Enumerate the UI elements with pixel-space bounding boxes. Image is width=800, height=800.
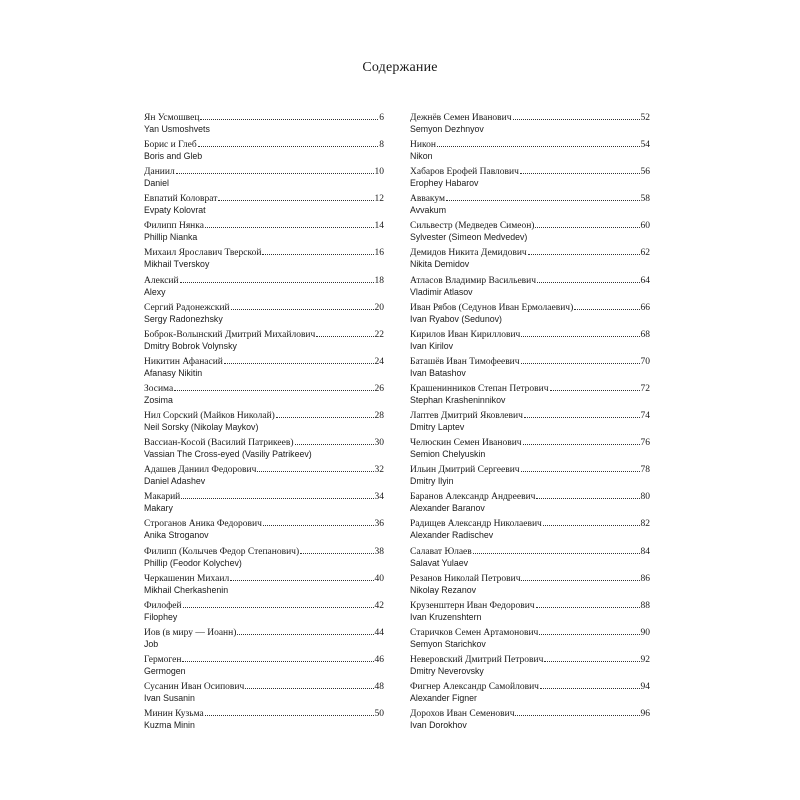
toc-entry bbox=[410, 465, 650, 492]
toc-entry bbox=[144, 709, 384, 736]
toc-entry-line bbox=[144, 492, 384, 503]
toc-entry-title-ru: Фигнер Александр Самойлович bbox=[410, 681, 539, 692]
toc-entry-title-en: Evpaty Kolovrat bbox=[144, 205, 206, 216]
dot-leader bbox=[520, 173, 640, 174]
toc-entry-title-en: Semyon Dezhnyov bbox=[410, 124, 484, 134]
dot-leader bbox=[237, 634, 373, 635]
toc-entry-title-ru: Иван Рябов (Седунов Иван Ермолаевич) bbox=[410, 302, 574, 313]
toc-entry bbox=[144, 547, 384, 574]
toc-entry-title-ru: Ильин Дмитрий Сергеевич bbox=[410, 465, 520, 476]
dot-leader bbox=[513, 119, 640, 120]
toc-entry-line bbox=[410, 438, 650, 449]
toc-entry-line bbox=[410, 655, 650, 666]
toc-page-number: 56 bbox=[640, 167, 650, 178]
toc-entry-title-en: Daniel bbox=[144, 178, 169, 189]
toc-entry-line bbox=[144, 357, 384, 368]
toc-page-number: 66 bbox=[640, 302, 650, 313]
toc-entry bbox=[410, 682, 650, 709]
toc-entry-title-ru: Неверовский Дмитрий Петрович bbox=[410, 654, 544, 665]
toc-entry bbox=[144, 330, 384, 357]
toc-page-number: 12 bbox=[374, 194, 384, 205]
toc-entry-title-en: Mikhail Tverskoy bbox=[144, 259, 210, 270]
dot-leader bbox=[536, 607, 640, 608]
toc-entry-line bbox=[144, 601, 384, 612]
toc-entry-title-ru: Михаил Ярославич Тверской bbox=[144, 248, 262, 259]
dot-leader bbox=[316, 336, 373, 337]
toc-entry bbox=[410, 330, 650, 357]
toc-entry-title-ru: Резанов Николай Петрович bbox=[410, 573, 521, 584]
toc-entry-line bbox=[144, 547, 384, 558]
dot-leader bbox=[536, 498, 639, 499]
toc-entry-title-ru: Минин Кузьма bbox=[144, 709, 204, 720]
toc-entry-line bbox=[144, 113, 384, 124]
toc-page-number: 70 bbox=[640, 356, 650, 367]
dot-leader bbox=[523, 444, 640, 445]
toc-entry-title-ru: Черкашенин Михаил bbox=[144, 573, 230, 584]
toc-entry-line bbox=[144, 140, 384, 151]
toc-page-number: 44 bbox=[374, 627, 384, 638]
toc-entry bbox=[144, 682, 384, 709]
toc-page-number: 22 bbox=[374, 329, 384, 340]
toc-entry bbox=[410, 438, 650, 465]
toc-entry-title-en: Nikon bbox=[410, 151, 433, 162]
toc-entry-title-en: Filophey bbox=[144, 611, 178, 622]
toc-entry-line bbox=[410, 330, 650, 341]
toc-entry bbox=[410, 384, 650, 411]
toc-entry bbox=[410, 628, 650, 655]
toc-page-number: 72 bbox=[640, 383, 650, 394]
toc-entry-title-ru: Челюскин Семен Иванович bbox=[410, 438, 522, 449]
toc-entry-title-en: Dmitry Laptev bbox=[410, 422, 465, 433]
toc-entry-title-en: Alexander Figner bbox=[410, 692, 477, 703]
toc-entry-line bbox=[410, 384, 650, 395]
toc-entry-line bbox=[410, 628, 650, 639]
dot-leader bbox=[205, 715, 374, 716]
toc-entry-line bbox=[410, 574, 650, 585]
toc-entry bbox=[410, 248, 650, 275]
toc-entry-line bbox=[144, 574, 384, 585]
toc-page-number: 14 bbox=[374, 221, 384, 232]
dot-leader bbox=[263, 525, 374, 526]
toc-page-number: 84 bbox=[640, 546, 650, 557]
toc-entry bbox=[410, 574, 650, 601]
toc-entry-title-ru: Адашев Даниил Федорович bbox=[144, 465, 257, 476]
toc-entry-title-en: Stephan Krasheninnikov bbox=[410, 394, 506, 405]
toc-entry-title-ru: Филипп Нянка bbox=[144, 221, 204, 232]
toc-page-number: 68 bbox=[640, 329, 650, 340]
toc-entry-line bbox=[410, 113, 650, 124]
toc-entry-line bbox=[410, 601, 650, 612]
dot-leader bbox=[262, 254, 373, 255]
toc-entry-line bbox=[410, 682, 650, 693]
toc-entry-title-ru: Филофей bbox=[144, 600, 182, 611]
toc-page-number: 32 bbox=[374, 465, 384, 476]
toc-entry-title-en: Job bbox=[144, 638, 159, 649]
toc-page-number: 6 bbox=[379, 113, 384, 123]
toc-entry-line bbox=[410, 303, 650, 314]
toc-page-number: 80 bbox=[640, 492, 650, 503]
dot-leader bbox=[276, 417, 374, 418]
toc-page-number: 42 bbox=[374, 600, 384, 611]
toc-entry bbox=[144, 384, 384, 411]
toc-entry-title-en: Ivan Kirilov bbox=[410, 340, 454, 351]
toc-entry-title-en: Ivan Batashov bbox=[410, 367, 466, 378]
toc-entry-title-ru: Евпатий Коловрат bbox=[144, 194, 218, 205]
dot-leader bbox=[200, 119, 378, 120]
toc-entry bbox=[410, 357, 650, 384]
toc-entry-title-en: Afanasy Nikitin bbox=[144, 367, 203, 378]
toc-entry-line bbox=[410, 465, 650, 476]
toc-entry-title-en: Dmitry Ilyin bbox=[410, 476, 454, 487]
toc-entry bbox=[144, 303, 384, 330]
toc-entry-title-ru: Вассиан-Косой (Василий Патрикеев) bbox=[144, 438, 294, 449]
dot-leader bbox=[521, 580, 639, 581]
toc-page-number: 16 bbox=[374, 248, 384, 259]
dot-leader bbox=[198, 146, 379, 147]
toc-entry-title-ru: Макарий bbox=[144, 492, 181, 503]
toc-entry-title-en: Vassian The Cross-eyed (Vasiliy Patrikeev) bbox=[144, 449, 312, 460]
toc-entry-title-en: Semyon Starichkov bbox=[410, 638, 486, 649]
toc-page-number: 50 bbox=[374, 709, 384, 720]
toc-entry-line bbox=[144, 384, 384, 395]
toc-left-column bbox=[144, 113, 384, 736]
dot-leader bbox=[182, 661, 373, 662]
toc-entry bbox=[410, 655, 650, 682]
toc-entry-title-en: Daniel Adashev bbox=[144, 476, 206, 487]
toc-entry-title-ru: Аввакум bbox=[410, 194, 446, 205]
toc-entry bbox=[410, 276, 650, 303]
toc-entry-line bbox=[410, 492, 650, 503]
toc-entry bbox=[144, 276, 384, 303]
toc-entry-title-en: Semion Chelyuskin bbox=[410, 449, 486, 460]
toc-entry-title-ru: Атласов Владимир Васильевич bbox=[410, 275, 537, 286]
toc-entry-title-en: Yan Usmoshvets bbox=[144, 124, 210, 134]
toc-entry-line bbox=[410, 276, 650, 287]
page-title: Содержание bbox=[362, 60, 438, 75]
toc-entry-title-ru: Никон bbox=[410, 140, 436, 151]
toc-page-number: 28 bbox=[374, 411, 384, 422]
toc-page-number: 10 bbox=[374, 167, 384, 178]
toc-entry-title-ru: Никитин Афанасий bbox=[144, 356, 223, 367]
toc-page-number: 46 bbox=[374, 654, 384, 665]
toc-entry bbox=[144, 357, 384, 384]
toc-entry-title-ru: Зосима bbox=[144, 383, 174, 394]
dot-leader bbox=[544, 661, 639, 662]
toc-entry-title-ru: Борис и Глеб bbox=[144, 140, 197, 151]
dot-leader bbox=[245, 688, 373, 689]
dot-leader bbox=[574, 309, 639, 310]
toc-entry bbox=[410, 519, 650, 546]
toc-entry-title-ru: Гермоген bbox=[144, 654, 182, 665]
dot-leader bbox=[295, 444, 374, 445]
toc-entry-title-en: Alexander Radischev bbox=[410, 530, 494, 541]
toc-entry-title-en: Zosima bbox=[144, 394, 173, 405]
toc-entry bbox=[410, 194, 650, 221]
dot-leader bbox=[535, 227, 639, 228]
toc-page-number: 76 bbox=[640, 438, 650, 449]
toc-entry-title-ru: Баташёв Иван Тимофеевич bbox=[410, 356, 520, 367]
toc-page-number: 58 bbox=[640, 194, 650, 205]
toc-entry-title-ru: Лаптев Дмитрий Яковлевич bbox=[410, 411, 523, 422]
toc-entry-title-ru: Боброк-Волынский Дмитрий Михайлович bbox=[144, 329, 316, 340]
toc-page-number: 8 bbox=[379, 140, 384, 151]
toc-entry-title-en: Nikita Demidov bbox=[410, 259, 470, 270]
toc-entry-title-en: Phillip Nianka bbox=[144, 232, 198, 243]
toc-page-number: 94 bbox=[640, 681, 650, 692]
toc-page-number: 74 bbox=[640, 411, 650, 422]
toc-entry-title-en: Phillip (Feodor Kolychev) bbox=[144, 557, 242, 568]
toc-entry-title-en: Alexy bbox=[144, 286, 166, 297]
toc-entry bbox=[410, 167, 650, 194]
toc-entry-title-en: Sergy Radonezhsky bbox=[144, 313, 223, 324]
toc-entry-title-ru: Баранов Александр Андреевич bbox=[410, 492, 536, 503]
dot-leader bbox=[205, 227, 374, 228]
toc-page-number: 20 bbox=[374, 302, 384, 313]
toc-entry-title-en: Erophey Habarov bbox=[410, 178, 479, 189]
toc-entry-title-en: Ivan Susanin bbox=[144, 692, 195, 703]
dot-leader bbox=[515, 715, 639, 716]
toc-page-number: 36 bbox=[374, 519, 384, 530]
dot-leader bbox=[550, 390, 640, 391]
toc-entry-title-en: Dmitry Neverovsky bbox=[410, 665, 484, 676]
toc-entry-line bbox=[144, 330, 384, 341]
dot-leader bbox=[181, 498, 373, 499]
dot-leader bbox=[446, 200, 639, 201]
toc-page-number: 86 bbox=[640, 573, 650, 584]
toc-entry-line bbox=[144, 276, 384, 287]
toc-page-number: 96 bbox=[640, 709, 650, 720]
toc-entry-title-ru: Крузенштерн Иван Федорович bbox=[410, 600, 535, 611]
toc-page-number: 48 bbox=[374, 681, 384, 692]
toc-entry bbox=[410, 411, 650, 438]
toc-entry-title-ru: Старичков Семен Артамонович bbox=[410, 627, 539, 638]
toc-entry bbox=[144, 438, 384, 465]
toc-entry-title-en: Nikolay Rezanov bbox=[410, 584, 477, 595]
toc-entry bbox=[144, 628, 384, 655]
dot-leader bbox=[524, 417, 640, 418]
toc-entry-title-en: Alexander Baranov bbox=[410, 503, 485, 514]
toc-page-number: 52 bbox=[640, 113, 650, 123]
toc-entry-line bbox=[144, 465, 384, 476]
toc-entry bbox=[144, 221, 384, 248]
dot-leader bbox=[521, 471, 640, 472]
toc-entry-line bbox=[410, 194, 650, 205]
toc-entry-line bbox=[144, 628, 384, 639]
toc-entry bbox=[410, 709, 650, 736]
toc-entry-title-ru: Сусанин Иван Осипович bbox=[144, 681, 245, 692]
toc-entry-title-ru: Сильвестр (Медведев Симеон) bbox=[410, 221, 535, 232]
toc-page-number: 62 bbox=[640, 248, 650, 259]
toc-entry-line bbox=[144, 194, 384, 205]
toc-entry-line bbox=[410, 167, 650, 178]
toc-entry bbox=[144, 519, 384, 546]
toc-entry bbox=[144, 248, 384, 275]
dot-leader bbox=[174, 390, 373, 391]
toc-entry-line bbox=[144, 167, 384, 178]
toc-page-number: 60 bbox=[640, 221, 650, 232]
toc-page-number: 30 bbox=[374, 438, 384, 449]
toc-entry-title-ru: Хабаров Ерофей Павлович bbox=[410, 167, 519, 178]
toc-entry-title-ru: Нил Сорский (Майков Николай) bbox=[144, 411, 275, 422]
toc-entry-line bbox=[410, 547, 650, 558]
toc-entry-line bbox=[410, 411, 650, 422]
toc-page-number: 54 bbox=[640, 140, 650, 151]
toc-entry-title-en: Makary bbox=[144, 503, 173, 514]
toc-entry-title-en: Boris and Gleb bbox=[144, 151, 203, 162]
toc-entry bbox=[410, 221, 650, 248]
toc-entry-title-en: Avvakum bbox=[410, 205, 447, 216]
toc-entry-title-ru: Салават Юлаев bbox=[410, 546, 472, 557]
toc-entry-title-ru: Дежнёв Семен Иванович bbox=[410, 113, 512, 123]
toc-entry bbox=[144, 411, 384, 438]
dot-leader bbox=[224, 363, 374, 364]
dot-leader bbox=[528, 254, 640, 255]
toc-entry-title-en: Ivan Dorokhov bbox=[410, 720, 467, 731]
toc-entry-title-en: Vladimir Atlasov bbox=[410, 286, 473, 297]
toc-entry-title-ru: Ян Усмошвец bbox=[144, 113, 200, 123]
toc-entry bbox=[410, 113, 650, 140]
toc-entry bbox=[144, 655, 384, 682]
toc-page-number: 82 bbox=[640, 519, 650, 530]
toc-entry-title-en: Germogen bbox=[144, 665, 186, 676]
dot-leader bbox=[521, 363, 640, 364]
dot-leader bbox=[540, 688, 640, 689]
toc-entry-title-ru: Алексий bbox=[144, 275, 179, 286]
dot-leader bbox=[183, 607, 374, 608]
toc-entry-line bbox=[410, 357, 650, 368]
dot-leader bbox=[231, 309, 374, 310]
dot-leader bbox=[539, 634, 639, 635]
toc-entry-line bbox=[144, 411, 384, 422]
toc-page-number: 24 bbox=[374, 356, 384, 367]
toc-entry bbox=[144, 574, 384, 601]
toc-entry-title-en: Dmitry Bobrok Volynsky bbox=[144, 340, 237, 351]
toc-entry-line bbox=[144, 655, 384, 666]
toc-page-number: 64 bbox=[640, 275, 650, 286]
toc-entry-title-en: Ivan Kruzenshtern bbox=[410, 611, 482, 622]
toc-entry-line bbox=[144, 221, 384, 232]
toc-page-number: 34 bbox=[374, 492, 384, 503]
toc-entry bbox=[410, 492, 650, 519]
toc-entry-line bbox=[410, 248, 650, 259]
toc-entry-title-ru: Демидов Никита Демидович bbox=[410, 248, 527, 259]
toc-entry bbox=[410, 601, 650, 628]
toc-entry-title-ru: Строганов Аника Федорович bbox=[144, 519, 262, 530]
dot-leader bbox=[473, 553, 640, 554]
toc-entry-title-ru: Сергий Радонежский bbox=[144, 302, 230, 313]
toc-entry-line bbox=[410, 140, 650, 151]
toc-entry bbox=[410, 140, 650, 167]
toc-page-number: 38 bbox=[374, 546, 384, 557]
toc-entry-line bbox=[144, 709, 384, 720]
toc-entry-line bbox=[144, 303, 384, 314]
toc-page-number: 78 bbox=[640, 465, 650, 476]
toc-entry-title-en: Salavat Yulaev bbox=[410, 557, 469, 568]
toc-entry-title-ru: Радищев Александр Николаевич bbox=[410, 519, 542, 530]
toc-page-number: 18 bbox=[374, 275, 384, 286]
toc-entry-title-ru: Даниил bbox=[144, 167, 175, 178]
toc-entry-title-en: Ivan Ryabov (Sedunov) bbox=[410, 313, 502, 324]
dot-leader bbox=[218, 200, 373, 201]
dot-leader bbox=[180, 282, 374, 283]
toc-entry-title-ru: Дорохов Иван Семенович bbox=[410, 709, 515, 720]
toc-entry bbox=[144, 140, 384, 167]
toc-page-number: 92 bbox=[640, 654, 650, 665]
dot-leader bbox=[437, 146, 640, 147]
toc-entry-title-en: Kuzma Minin bbox=[144, 720, 195, 731]
toc-entry-title-ru: Филипп (Колычев Федор Степанович) bbox=[144, 546, 300, 557]
toc-entry bbox=[144, 194, 384, 221]
toc-entry-line bbox=[144, 682, 384, 693]
toc-entry-line bbox=[410, 221, 650, 232]
toc-entry-line bbox=[144, 519, 384, 530]
dot-leader bbox=[176, 173, 374, 174]
toc-entry bbox=[144, 113, 384, 140]
toc-entry-title-ru: Кирилов Иван Кириллович bbox=[410, 329, 521, 340]
toc-entry bbox=[144, 465, 384, 492]
toc-entry-line bbox=[410, 709, 650, 720]
toc-entry-title-en: Neil Sorsky (Nikolay Maykov) bbox=[144, 422, 259, 433]
toc-entry-title-ru: Крашенинников Степан Петрович bbox=[410, 383, 549, 394]
toc-page-number: 90 bbox=[640, 627, 650, 638]
dot-leader bbox=[230, 580, 373, 581]
toc-entry-title-en: Mikhail Cherkashenin bbox=[144, 584, 229, 595]
toc-entry-title-ru: Иов (в миру — Иоанн) bbox=[144, 627, 237, 638]
toc-entry bbox=[410, 303, 650, 330]
toc-entry-line bbox=[410, 519, 650, 530]
toc-page-number: 26 bbox=[374, 383, 384, 394]
toc-entry bbox=[144, 601, 384, 628]
toc-entry-line bbox=[144, 438, 384, 449]
toc-entry-title-en: Anika Stroganov bbox=[144, 530, 209, 541]
dot-leader bbox=[300, 553, 373, 554]
toc-entry bbox=[144, 167, 384, 194]
dot-leader bbox=[257, 471, 373, 472]
dot-leader bbox=[543, 525, 640, 526]
toc-entry-title-en: Sylvester (Simeon Medvedev) bbox=[410, 232, 528, 243]
toc-right-column bbox=[410, 113, 650, 736]
dot-leader bbox=[537, 282, 639, 283]
toc-entry-line bbox=[144, 248, 384, 259]
toc-page-number: 40 bbox=[374, 573, 384, 584]
toc-entry bbox=[410, 547, 650, 574]
toc-page-number: 88 bbox=[640, 600, 650, 611]
dot-leader bbox=[521, 336, 639, 337]
toc-entry bbox=[144, 492, 384, 519]
